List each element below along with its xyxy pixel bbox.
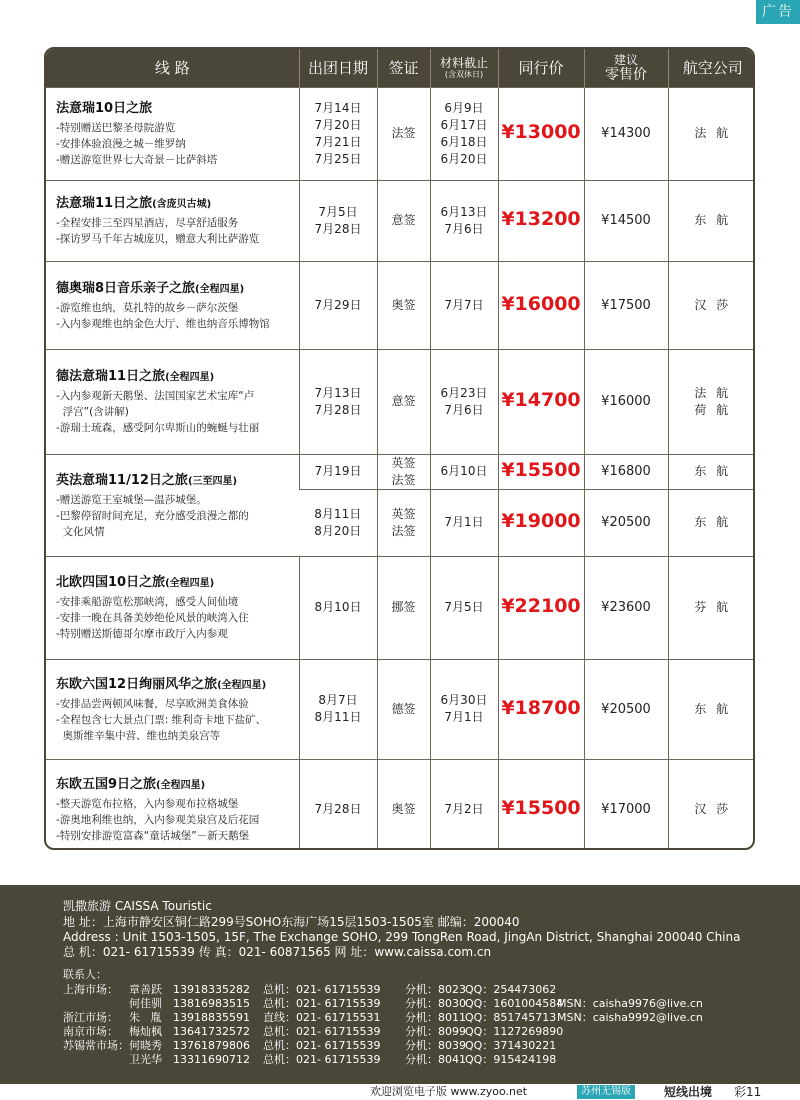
address-cn: 地 址：上海市静安区铜仁路299号SOHO东海广场15层1503-1505室 邮编：200040 [63, 915, 520, 929]
retail-price-value: ¥17500 [601, 297, 651, 313]
contact-name: 何晓秀 [129, 1039, 162, 1052]
retail-price [584, 759, 668, 850]
visa-cell-line: 法签 [391, 523, 416, 538]
header-trade-price: 同行价 [498, 49, 584, 87]
route-title [56, 194, 293, 215]
route-title-text: 英法意瑞11/12日之旅 [56, 472, 188, 488]
deadline-cell-line: 7月1日 [444, 515, 484, 529]
contact-tel: 总机：021- 61715539 [263, 1039, 381, 1052]
route-title [56, 471, 293, 492]
section-name: 短线出境 [664, 1085, 713, 1099]
table-row [46, 556, 755, 659]
retail-price-value: ¥16000 [601, 394, 651, 409]
contact-market: 苏锡常市场： [63, 1039, 129, 1052]
retail-price [584, 659, 668, 759]
visa-cell-line: 法签 [391, 126, 416, 140]
route-description-line: -特别赠送巴黎圣母院游览 [56, 122, 176, 134]
table-row [46, 180, 755, 261]
route-description [56, 796, 293, 844]
route-cell [46, 87, 299, 180]
airline-cell-line: 法 航 [694, 385, 732, 400]
contact-mobile: 13816983515 [173, 997, 250, 1010]
contact-tel: 总机：021- 61715539 [263, 983, 381, 996]
trade-price [498, 659, 584, 759]
route-description-line: -巴黎停留时间充足，充分感受浪漫之都的 [56, 509, 249, 522]
depart-dates-line: 7月25日 [314, 151, 362, 166]
route-title [56, 573, 293, 594]
trade-price-value: ¥13200 [501, 208, 581, 230]
contact-market: 浙江市场： [63, 1011, 118, 1024]
retail-price-value: ¥17000 [601, 801, 651, 817]
route-description [56, 300, 293, 332]
route-title-note: (全程四星) [165, 578, 215, 589]
header-airline: 航空公司 [668, 49, 755, 87]
footer [0, 885, 800, 1084]
address-en: Address : Unit 1503-1505, 15F, The Exchange SOHO, 299 TongRen Road, JingAn District, Shanghai 200040 China [63, 930, 741, 944]
route-description [56, 696, 293, 744]
contact-qq: QQ：915424198 [465, 1053, 557, 1066]
airline-cell-line: 东 航 [694, 701, 732, 716]
deadline-cell-line: 6月13日 [440, 204, 488, 219]
bottom-bar [0, 1084, 800, 1100]
company-name: 凯撒旅游 CAISSA Touristic [63, 899, 212, 913]
deadline-cell-line: 7月1日 [444, 710, 484, 724]
deadline-cell-line: 6月20日 [440, 151, 488, 166]
route-cell [46, 349, 299, 454]
contact-mobile: 13311690712 [173, 1053, 250, 1066]
deadline-cell [430, 87, 498, 180]
route-title [56, 279, 293, 300]
route-description [56, 120, 293, 168]
airline-cell [668, 180, 755, 261]
route-description-line: -赠送游览世界七大奇景－比萨斜塔 [56, 154, 218, 166]
contact-ext: 分机：8023 [405, 983, 466, 996]
visa-cell-line: 意签 [391, 394, 416, 408]
deadline-cell-line: 6月23日 [440, 385, 488, 400]
deadline-cell-line: 6月17日 [440, 117, 488, 132]
header-depart-date: 出团日期 [299, 49, 377, 87]
depart-dates [299, 659, 377, 759]
contact-msn: MSN：caisha9992@live.cn [557, 1011, 703, 1024]
depart-dates [299, 180, 377, 261]
visa-cell [377, 180, 430, 261]
route-cell [46, 180, 299, 261]
retail-price-value: ¥14300 [601, 126, 651, 141]
contact-name: 朱 胤 [129, 1011, 162, 1024]
route-description-line: -全程包含七大景点门票: 维利奇卡地下盐矿、 [56, 713, 267, 726]
visa-cell-line: 奥签 [391, 297, 416, 312]
deadline-cell-line: 7月2日 [444, 801, 484, 816]
route-description [56, 492, 293, 540]
airline-cell-line: 荷 航 [694, 402, 732, 417]
route-description [56, 388, 293, 436]
depart-dates-line: 7月13日 [314, 385, 362, 400]
edition-badge: 苏州无锡版 [577, 1085, 635, 1099]
route-description-line: -特别安排游览富森“童话城堡”－新天鹅堡 [56, 829, 250, 842]
route-description-line: -探访罗马千年古城庞贝，赠意大利比萨游览 [56, 233, 260, 245]
airline-cell [668, 87, 755, 180]
ad-tag: 广告 [756, 0, 800, 24]
route-title-note: (全程四星) [217, 679, 267, 691]
trade-price [498, 759, 584, 850]
route-description-line: 奥斯维辛集中营、维也纳美泉宫等 [56, 729, 221, 742]
airline-cell-line: 东 航 [694, 213, 732, 227]
contact-name: 梅灿枫 [129, 1025, 162, 1038]
trade-price-value: ¥15500 [501, 459, 581, 481]
route-title-text: 德奥瑞8日音乐亲子之旅 [56, 280, 196, 296]
airline-cell-line: 汉 莎 [694, 297, 732, 312]
deadline-cell-line: 7月7日 [444, 297, 484, 312]
depart-dates-line: 8月20日 [314, 523, 362, 538]
depart-dates-line: 8月11日 [314, 506, 362, 521]
visa-cell [377, 349, 430, 454]
contact-row [63, 1053, 557, 1067]
contact-qq: QQ：371430221 [465, 1039, 557, 1052]
visa-cell [377, 261, 430, 349]
retail-price-value: ¥23600 [601, 600, 651, 615]
airline-cell-line: 芬 航 [694, 600, 732, 614]
contact-name: 何佳驯 [129, 997, 162, 1010]
deadline-cell-line: 6月30日 [440, 693, 488, 707]
deadline-cell [430, 349, 498, 454]
phone-line: 总 机：021- 61715539 传 真：021- 60871565 网 址：www.caissa.com.cn [63, 945, 492, 959]
route-description-line: -安排乘船游览松那峡湾，感受人间仙境 [56, 596, 239, 608]
route-title-note: (全程四星) [156, 779, 206, 791]
depart-dates-line: 8月7日 [318, 693, 358, 707]
contact-mobile: 13761879806 [173, 1039, 250, 1052]
header-deadline: 材料截止 (含双休日) [430, 49, 498, 87]
route-title-note: (含庞贝古城) [152, 199, 212, 210]
visa-cell [377, 489, 430, 556]
retail-price [584, 454, 668, 489]
contact-market: 上海市场： [63, 983, 118, 996]
airline-cell [668, 489, 755, 556]
route-title-text: 东欧六国12日绚丽风华之旅 [56, 676, 218, 692]
route-description [56, 594, 293, 642]
contact-qq: QQ：1127269890 [465, 1025, 564, 1038]
trade-price [498, 261, 584, 349]
deadline-cell [430, 180, 498, 261]
contact-row [63, 1039, 557, 1053]
contact-qq: QQ：1601004584 [465, 997, 564, 1010]
depart-dates [299, 261, 377, 349]
route-title-note: (全程四星) [165, 372, 215, 383]
retail-price [584, 87, 668, 180]
contact-row [63, 997, 703, 1011]
route-description-line: 浮宫”(含讲解) [56, 406, 129, 418]
trade-price-value: ¥15500 [501, 796, 581, 819]
airline-cell-line: 汉 莎 [694, 801, 732, 816]
visa-cell-line: 意签 [391, 213, 416, 227]
website-promo: 欢迎浏览电子版 www.zyoo.net [370, 1085, 528, 1098]
header-visa: 签证 [377, 49, 430, 87]
page-number: 彩11 [734, 1085, 762, 1099]
contact-qq: QQ：254473062 [465, 983, 557, 996]
route-description-line: -游览维也纳，莫扎特的故乡－萨尔茨堡 [56, 301, 239, 314]
retail-price [584, 349, 668, 454]
contact-row [63, 1025, 564, 1039]
route-description-line: -安排体验浪漫之城－维罗纳 [56, 138, 186, 150]
deadline-cell-line: 7月5日 [444, 600, 484, 614]
route-cell [46, 261, 299, 349]
contact-name: 卫光华 [129, 1053, 162, 1066]
route-table [46, 49, 755, 850]
route-title-text: 法意瑞10日之旅 [56, 101, 153, 116]
contact-ext: 分机：8039 [405, 1039, 466, 1052]
route-title [56, 367, 293, 388]
airline-cell [668, 659, 755, 759]
contact-mobile: 13641732572 [173, 1025, 250, 1038]
retail-price [584, 489, 668, 556]
visa-cell-line: 法签 [391, 472, 416, 487]
table-row [46, 87, 755, 180]
contact-market: 南京市场： [63, 1025, 118, 1038]
contact-mobile: 13918835591 [173, 1011, 250, 1024]
visa-cell-line: 英签 [391, 506, 416, 521]
trade-price [498, 454, 584, 489]
depart-dates-line: 8月10日 [314, 600, 362, 614]
route-description-line: -全程安排三至四星酒店，尽享舒适服务 [56, 217, 239, 229]
trade-price-value: ¥13000 [501, 121, 581, 143]
route-description [56, 215, 293, 247]
route-title-note: (全程四星) [195, 283, 245, 295]
route-title-text: 北欧四国10日之旅 [56, 575, 166, 590]
depart-dates-line: 7月20日 [314, 117, 362, 132]
trade-price [498, 349, 584, 454]
table-row [46, 659, 755, 759]
airline-cell [668, 454, 755, 489]
route-description-line: -入内参观新天鹅堡、法国国家艺术宝库“卢 [56, 390, 255, 402]
contact-qq: QQ：851745713 [465, 1011, 557, 1024]
contact-ext: 分机：8011 [405, 1011, 466, 1024]
table-row [46, 759, 755, 850]
depart-dates [299, 87, 377, 180]
depart-dates-line: 7月14日 [314, 100, 362, 115]
trade-price-value: ¥18700 [501, 696, 581, 719]
contact-msn: MSN：caisha9976@live.cn [557, 997, 703, 1010]
trade-price [498, 180, 584, 261]
depart-dates-line: 7月21日 [314, 134, 362, 149]
contact-ext: 分机：8041 [405, 1053, 466, 1066]
trade-price [498, 556, 584, 659]
contacts-label: 联系人： [63, 968, 107, 981]
visa-cell-line: 奥签 [391, 801, 416, 816]
contact-tel: 总机：021- 61715539 [263, 997, 381, 1010]
depart-dates-line: 7月28日 [314, 801, 362, 816]
contact-tel: 总机：021- 61715539 [263, 1053, 381, 1066]
route-description-line: -游瑞士琉森，感受阿尔卑斯山的蜿蜒与壮丽 [56, 422, 260, 434]
retail-price [584, 261, 668, 349]
contact-ext: 分机：8030 [405, 997, 466, 1010]
route-title-text: 德法意瑞11日之旅 [56, 369, 166, 384]
visa-cell [377, 659, 430, 759]
trade-price-value: ¥14700 [501, 389, 581, 411]
route-description-line: -整天游览布拉格，入内参观布拉格城堡 [56, 797, 239, 810]
deadline-cell [430, 454, 498, 489]
depart-dates [299, 489, 377, 556]
visa-cell [377, 454, 430, 489]
route-cell [46, 454, 299, 556]
depart-dates-line: 7月19日 [314, 464, 362, 478]
route-description-line: -游奥地利维也纳，入内参观美泉宫及后花园 [56, 813, 260, 826]
contact-mobile: 13918335282 [173, 983, 250, 996]
retail-price-value: ¥20500 [601, 515, 651, 530]
header-retail-price: 建议 零售价 [584, 49, 668, 87]
visa-cell-line: 挪签 [391, 600, 416, 614]
contact-name: 章善跃 [129, 983, 162, 996]
retail-price-value: ¥16800 [601, 464, 651, 479]
route-title [56, 775, 293, 796]
depart-dates [299, 759, 377, 850]
depart-dates-line: 7月28日 [314, 221, 362, 236]
deadline-cell [430, 489, 498, 556]
route-description-line: -安排品尝两顿风味餐，尽享欧洲美食体验 [56, 697, 249, 710]
route-description-line: -赠送游览王室城堡—温莎城堡。 [56, 493, 207, 506]
route-title-text: 东欧五国9日之旅 [56, 776, 157, 792]
contact-row [63, 1011, 703, 1025]
airline-cell-line: 东 航 [694, 515, 732, 529]
visa-cell-line: 德签 [391, 701, 416, 716]
route-title [56, 675, 293, 696]
deadline-cell [430, 556, 498, 659]
depart-dates [299, 454, 377, 489]
route-title [56, 99, 293, 120]
retail-price-value: ¥14500 [601, 213, 651, 228]
table-row [46, 454, 755, 489]
airline-cell-line: 法 航 [694, 126, 732, 140]
deadline-cell [430, 759, 498, 850]
retail-price [584, 180, 668, 261]
contact-row [63, 983, 557, 997]
depart-dates-line: 7月29日 [314, 297, 362, 312]
trade-price-value: ¥22100 [501, 595, 581, 617]
trade-price [498, 489, 584, 556]
deadline-cell-line: 7月6日 [444, 221, 484, 236]
airline-cell [668, 556, 755, 659]
retail-price-value: ¥20500 [601, 701, 651, 717]
visa-cell [377, 87, 430, 180]
deadline-cell-line: 6月9日 [444, 100, 484, 115]
contact-tel: 总机：021- 61715539 [263, 1025, 381, 1038]
table-row [46, 349, 755, 454]
depart-dates-line: 7月5日 [318, 204, 358, 219]
depart-dates [299, 349, 377, 454]
contact-tel: 直线：021- 61715531 [263, 1011, 381, 1024]
table-header-row [46, 49, 755, 87]
trade-price [498, 87, 584, 180]
visa-cell-line: 英签 [391, 455, 416, 470]
trade-price-value: ¥19000 [501, 510, 581, 532]
route-cell [46, 659, 299, 759]
depart-dates [299, 556, 377, 659]
route-description-line: 文化风情 [56, 525, 105, 538]
route-description-line: -入内参观维也纳金色大厅、维也纳音乐博物馆 [56, 317, 270, 330]
airline-cell [668, 261, 755, 349]
deadline-cell-line: 6月18日 [440, 134, 488, 149]
deadline-cell-line: 6月10日 [440, 464, 488, 478]
table-row [46, 261, 755, 349]
trade-price-value: ¥16000 [501, 292, 581, 315]
airline-cell [668, 349, 755, 454]
deadline-cell [430, 659, 498, 759]
route-table-container [44, 47, 755, 850]
visa-cell [377, 759, 430, 850]
airline-cell [668, 759, 755, 850]
route-cell [46, 556, 299, 659]
route-title-text: 法意瑞11日之旅 [56, 196, 153, 211]
header-route: 线 路 [46, 49, 299, 87]
retail-price [584, 556, 668, 659]
depart-dates-line: 8月11日 [314, 710, 362, 724]
depart-dates-line: 7月28日 [314, 402, 362, 417]
route-description-line: -安排一晚在具备美妙绝伦风景的峡湾入住 [56, 612, 249, 624]
contact-ext: 分机：8099 [405, 1025, 466, 1038]
airline-cell-line: 东 航 [694, 464, 732, 478]
route-cell [46, 759, 299, 850]
deadline-cell-line: 7月6日 [444, 402, 484, 417]
deadline-cell [430, 261, 498, 349]
visa-cell [377, 556, 430, 659]
route-title-note: (三至四星) [187, 475, 238, 487]
route-description-line: -特别赠送斯德哥尔摩市政厅入内参观 [56, 628, 228, 640]
